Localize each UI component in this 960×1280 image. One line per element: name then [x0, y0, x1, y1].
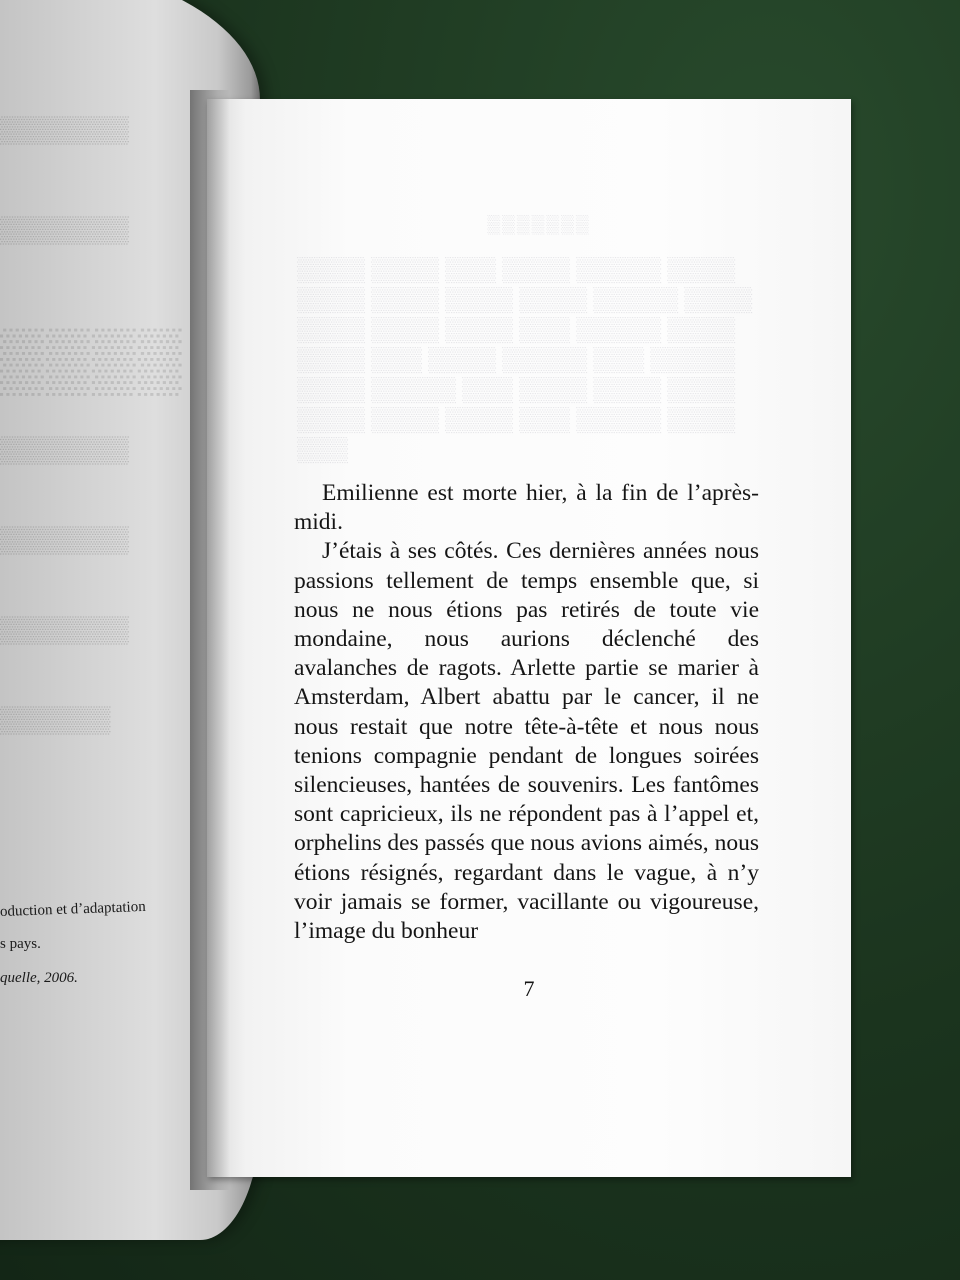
left-page-show-through: ▒▒▒▒▒▒▒ [0, 215, 129, 244]
book-gutter-shadow [190, 90, 230, 1190]
left-page-show-through: ▒▒▒▒▒▒▒ [0, 525, 129, 554]
left-page-show-through: ▒▒▒▒ [0, 326, 184, 394]
left-page-fragment-line: s pays. [0, 936, 41, 952]
right-page [207, 99, 851, 1177]
page-number: 7 [523, 976, 535, 1001]
left-page-show-through: ▒▒▒▒▒▒▒ [0, 115, 129, 144]
reverse-side-show-through: ▒▒▒▒▒▒▒ ▒▒▒▒ ▒▒▒▒▒ ▒▒▒▒ ▒▒▒ ▒▒▒▒ ▒▒▒▒ ▒▒▒▒ ▒▒▒▒▒ ▒▒▒▒ ▒▒▒▒ ▒▒▒▒ ▒▒▒▒ ▒▒▒▒ ▒▒▒▒▒ ▒▒▒ ▒▒▒▒ ▒▒▒▒ ▒▒▒▒ ▒▒▒▒▒ ▒▒▒ ▒▒▒▒▒ ▒▒▒▒ ▒▒▒ ▒▒▒▒ ▒▒▒▒ ▒▒▒▒ ▒▒▒▒ ▒▒▒ ▒▒▒▒▒ ▒▒▒▒ ▒▒▒▒ ▒▒▒▒▒ ▒▒▒ ▒▒▒▒ ▒▒▒▒ ▒▒▒▒ ▒▒▒ [297, 214, 753, 463]
left-page-show-through: ▒▒▒▒▒▒▒ [0, 435, 129, 464]
left-page-show-through: ▒▒▒▒▒▒▒ [0, 615, 129, 644]
left-page-fragment-line: oduction et d’adaptation [0, 898, 146, 920]
left-page-fragment-line: quelle, 2006. [0, 970, 78, 986]
left-page-show-through: ▒▒▒▒▒▒ [0, 705, 111, 734]
paragraph: Emilienne est morte hier, à la fin de l’après-midi. [294, 480, 759, 536]
main-text-block [294, 479, 759, 946]
paragraph: J’étais à ses côtés. Ces dernières années nous passions tellement de temps ensemble que, si nous ne nous étions pas retirés de toute vie mondaine, nous aurions déclenché des avalanches de ragots. Arlette partie se marier à Amsterdam, Albert abattu par le cancer, il ne nous restait que notre tête-à-tête et nous nous tenions compagnie pendant de longues soirées silencieuses, hantées de souvenirs. Les fantômes sont capricieux, ils ne répondent pas à l’appel et, orphelins des passés que nous avions aimés, nous étions résignés, regardant dans le vague, à n’y voir jamais se former, vacillante ou vigoureuse, l’image du bonheur [294, 538, 759, 945]
